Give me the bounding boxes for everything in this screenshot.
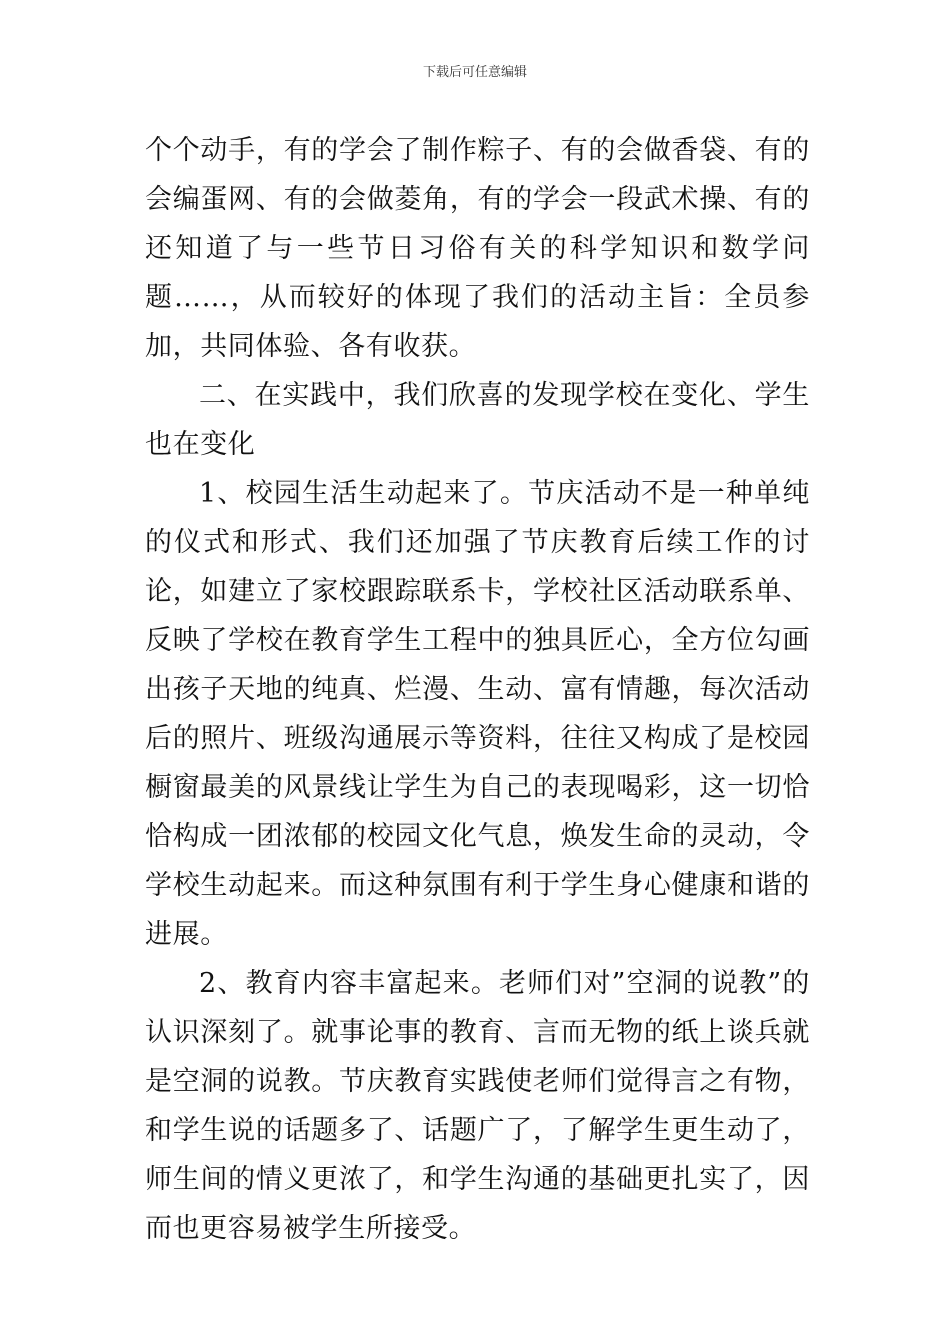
paragraph-point-1: 1、校园生活生动起来了。节庆活动不是一种单纯的仪式和形式、我们还加强了节庆教育后续工作的讨论，如建立了家校跟踪联系卡，学校社区活动联系单、反映了学校在教育学生工程中的独具匠心，全方位勾画出孩子天地的纯真、烂漫、生动、富有情趣，每次活动后的照片、班级沟通展示等资料，往往又构成了是校园橱窗最美的风景线让学生为自己的表现喝彩，这一切恰恰构成一团浓郁的校园文化气息，焕发生命的灵动，令学校生动起来。而这种氛围有利于学生身心健康和谐的进展。 (145, 478, 810, 950)
document-body (145, 126, 810, 1253)
paragraph-point-2: 2、教育内容丰富起来。老师们对”空洞的说教”的认识深刻了。就事论事的教育、言而无物的纸上谈兵就是空洞的说教。节庆教育实践使老师们觉得言之有物，和学生说的话题多了、话题广了，了解学生更生动了，师生间的情义更浓了，和学生沟通的基础更扎实了，因而也更容易被学生所接受。 (145, 968, 810, 1244)
header-note: 下载后可任意编辑 (422, 65, 527, 80)
paragraph-section-heading: 二、在实践中，我们欣喜的发现学校在变化、学生也在变化 (145, 380, 810, 460)
paragraph-continuation: 个个动手，有的学会了制作粽子、有的会做香袋、有的会编蛋网、有的会做菱角，有的学会一段武术操、有的还知道了与一些节日习俗有关的科学知识和数学问题……，从而较好的体现了我们的活动主旨：全员参加，共同体验、各有收获。 (145, 135, 810, 362)
